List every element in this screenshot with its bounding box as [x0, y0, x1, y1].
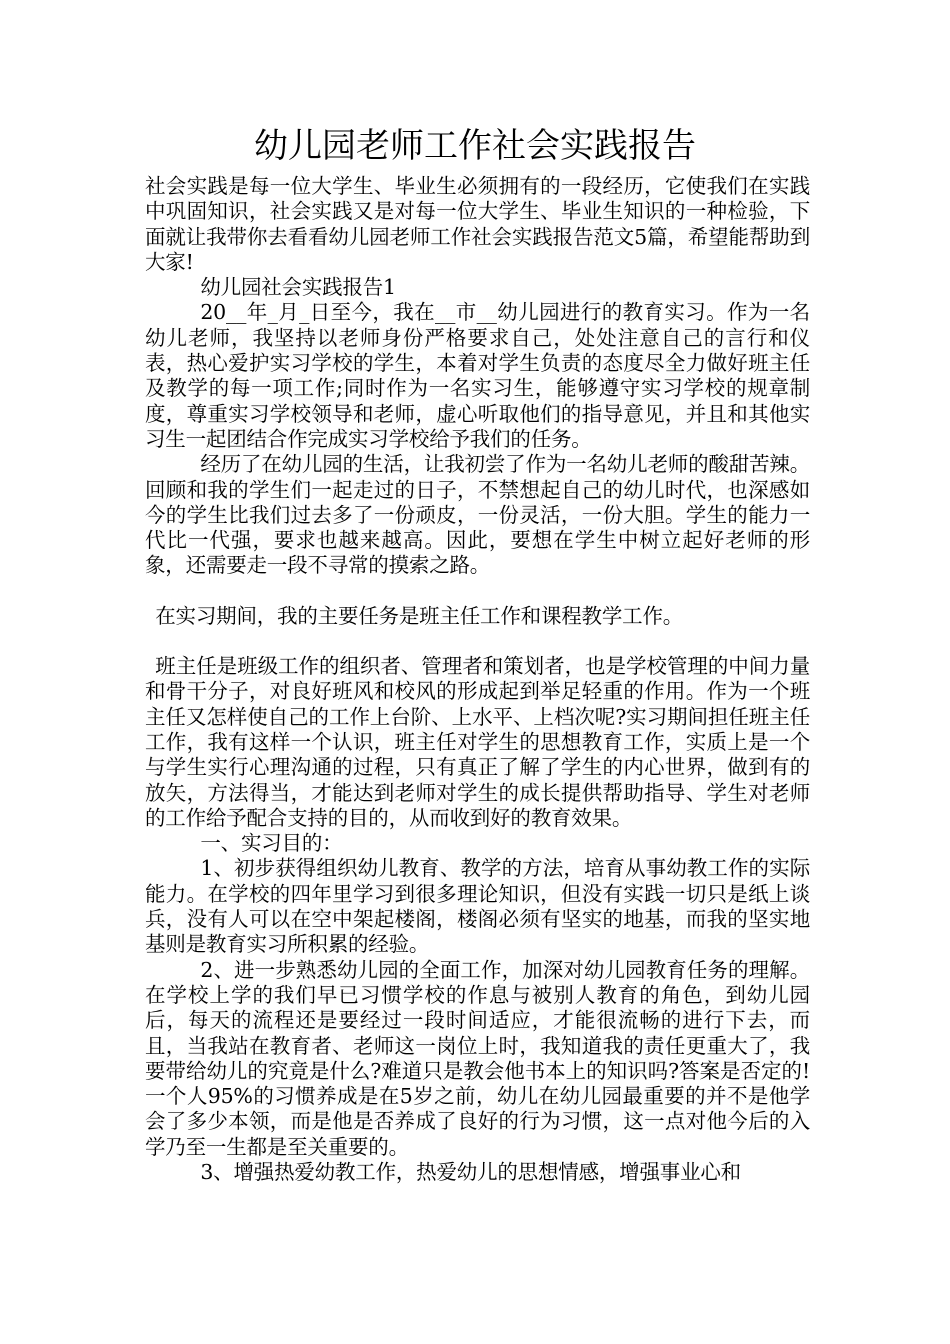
body-paragraph: 在实习期间，我的主要任务是班主任工作和课程教学工作。	[155, 603, 684, 628]
paragraph-gap	[145, 579, 810, 604]
subsection-heading: 一、实习目的：	[200, 831, 343, 856]
paragraph-gap	[145, 629, 810, 654]
body-paragraph: 经历了在幼儿园的生活，让我初尝了作为一名幼儿老师的酸甜苦辣。回顾和我的学生们一起走过的日子，不禁想起自己的幼儿时代，也深感如今的学生比我们过去多了一份顽皮，一份灵活，一份大胆。学生的能力一代比一代强，要求也越来越高。因此，要想在学生中树立起好老师的形象，还需要走一段不寻常的摸索之路。	[145, 452, 810, 578]
list-item: 3、增强热爱幼教工作，热爱幼儿的思想情感，增强事业心和	[200, 1159, 741, 1184]
list-item: 2、进一步熟悉幼儿园的全面工作，加深对幼儿园教育任务的理解。在学校上学的我们早已习惯学校的作息与被别人教育的角色，到幼儿园后，每天的流程还是要经过一段时间适应，才能很流畅的进行下去，而且，当我站在教育者、老师这一岗位上时，我知道我的责任更重大了，我要带给幼儿的究竟是什么?难道只是教会他书本上的知识吗?答案是否定的!一个人95%的习惯养成是在5岁之前，幼儿在幼儿园最重要的并不是他学会了多少本领，而是他是否养成了良好的行为习惯，这一点对他今后的入学乃至一生都是至关重要的。	[145, 957, 810, 1159]
section-heading: 幼儿园社会实践报告1	[200, 275, 396, 300]
document-body	[145, 174, 810, 1185]
document-title: 幼儿园老师工作社会实践报告	[254, 126, 696, 166]
body-paragraph: 班主任是班级工作的组织者、管理者和策划者，也是学校管理的中间力量和骨干分子，对良好班风和校风的形成起到举足轻重的作用。作为一个班主任又怎样使自己的工作上台阶、上水平、上档次呢?实习期间担任班主任工作，我有这样一个认识，班主任对学生的思想教育工作，实质上是一个与学生实行心理沟通的过程，只有真正了解了学生的内心世界，做到有的放矢，方法得当，才能达到老师对学生的成长提供帮助指导、学生对老师的工作给予配合支持的目的，从而收到好的教育效果。	[145, 654, 810, 830]
list-item: 1、初步获得组织幼儿教育、教学的方法，培育从事幼教工作的实际能力。在学校的四年里学习到很多理论知识，但没有实践一切只是纸上谈兵，没有人可以在空中架起楼阁，楼阁必须有坚实的地基，而我的坚实地基则是教育实习所积累的经验。	[145, 856, 810, 957]
body-paragraph: 20__年_月_日至今，我在__市__幼儿园进行的教育实习。作为一名幼儿老师，我坚持以老师身份严格要求自己，处处注意自己的言行和仪表，热心爱护实习学校的学生，本着对学生负责的态度尽全力做好班主任及教学的每一项工作;同时作为一名实习生，能够遵守实习学校的规章制度，尊重实习学校领导和老师，虚心听取他们的指导意见，并且和其他实习生一起团结合作完成实习学校给予我们的任务。	[145, 300, 810, 451]
intro-paragraph: 社会实践是每一位大学生、毕业生必须拥有的一段经历，它使我们在实践中巩固知识，社会实践又是对每一位大学生、毕业生知识的一种检验，下面就让我带你去看看幼儿园老师工作社会实践报告范文5篇，希望能帮助到大家!	[145, 174, 810, 274]
